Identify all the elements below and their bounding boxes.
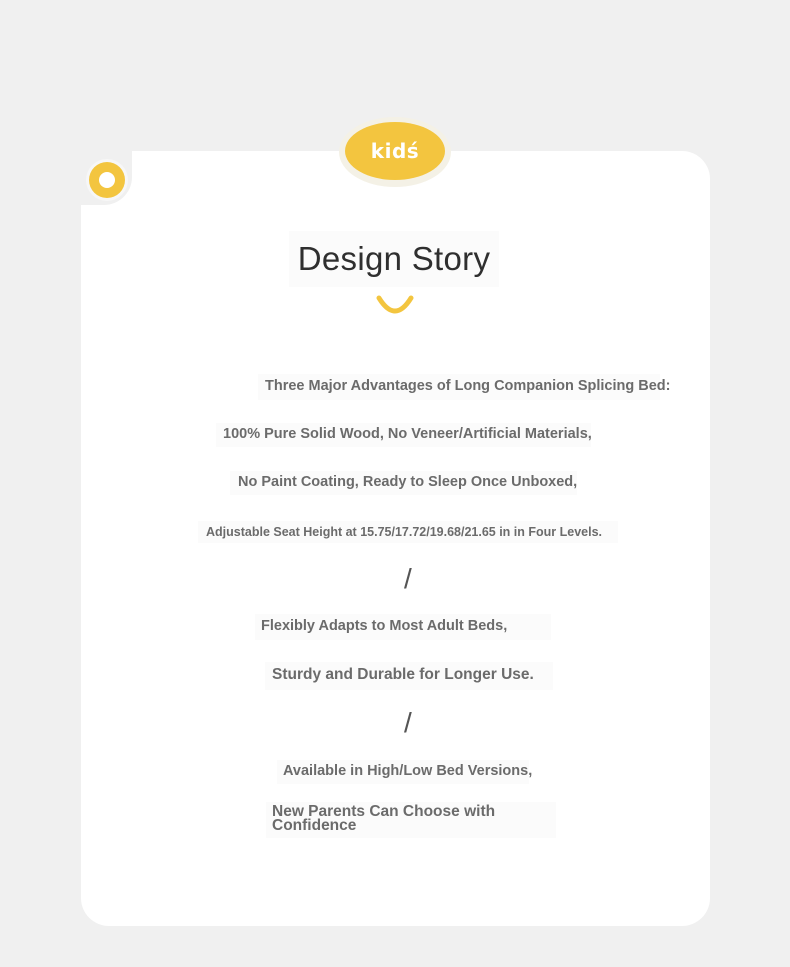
smile-icon [376, 290, 414, 320]
kids-badge: kidś [345, 122, 445, 180]
advantage-line-3: Adjustable Seat Height at 15.75/17.72/19.68/21.65 in in Four Levels. [206, 525, 603, 539]
advantage-line-4: Flexibly Adapts to Most Adult Beds, [261, 618, 508, 634]
ring-icon-hole [99, 172, 115, 188]
advantage-line-2: No Paint Coating, Ready to Sleep Once Unboxed, [238, 474, 578, 490]
advantages-heading: Three Major Advantages of Long Companion Splicing Bed: [265, 378, 671, 394]
page-title: Design Story [297, 240, 491, 277]
divider-slash-1: / [404, 563, 412, 594]
divider-slash-2: / [404, 707, 412, 738]
advantage-line-7: New Parents Can Choose with Confidence [272, 803, 496, 834]
advantage-line-1: 100% Pure Solid Wood, No Veneer/Artificial Materials, [223, 426, 592, 442]
advantage-line-5: Sturdy and Durable for Longer Use. [272, 666, 534, 683]
advantage-line-6: Available in High/Low Bed Versions, [283, 763, 533, 779]
title-block [289, 231, 499, 287]
